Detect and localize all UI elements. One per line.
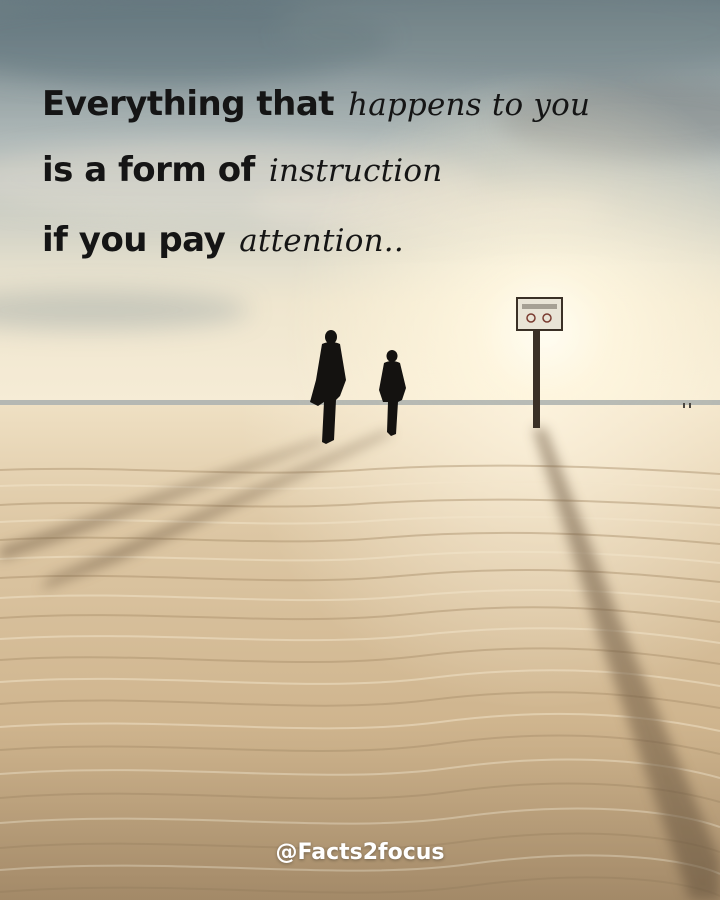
- quote-line-2-bold: is a form of: [42, 150, 255, 190]
- quote-line-2-handwritten: instruction: [268, 153, 443, 189]
- quote-line-3-handwritten: attention..: [239, 223, 404, 259]
- quote-line-1-bold: Everything that: [42, 84, 335, 124]
- quote-line-1: [42, 84, 590, 124]
- quote-line-3: [42, 220, 404, 260]
- quote-line-3-bold: if you pay: [42, 220, 226, 260]
- quote-line-2: [42, 150, 442, 190]
- social-handle: @Facts2focus: [275, 840, 445, 865]
- quote-line-1-handwritten: happens to you: [348, 87, 591, 123]
